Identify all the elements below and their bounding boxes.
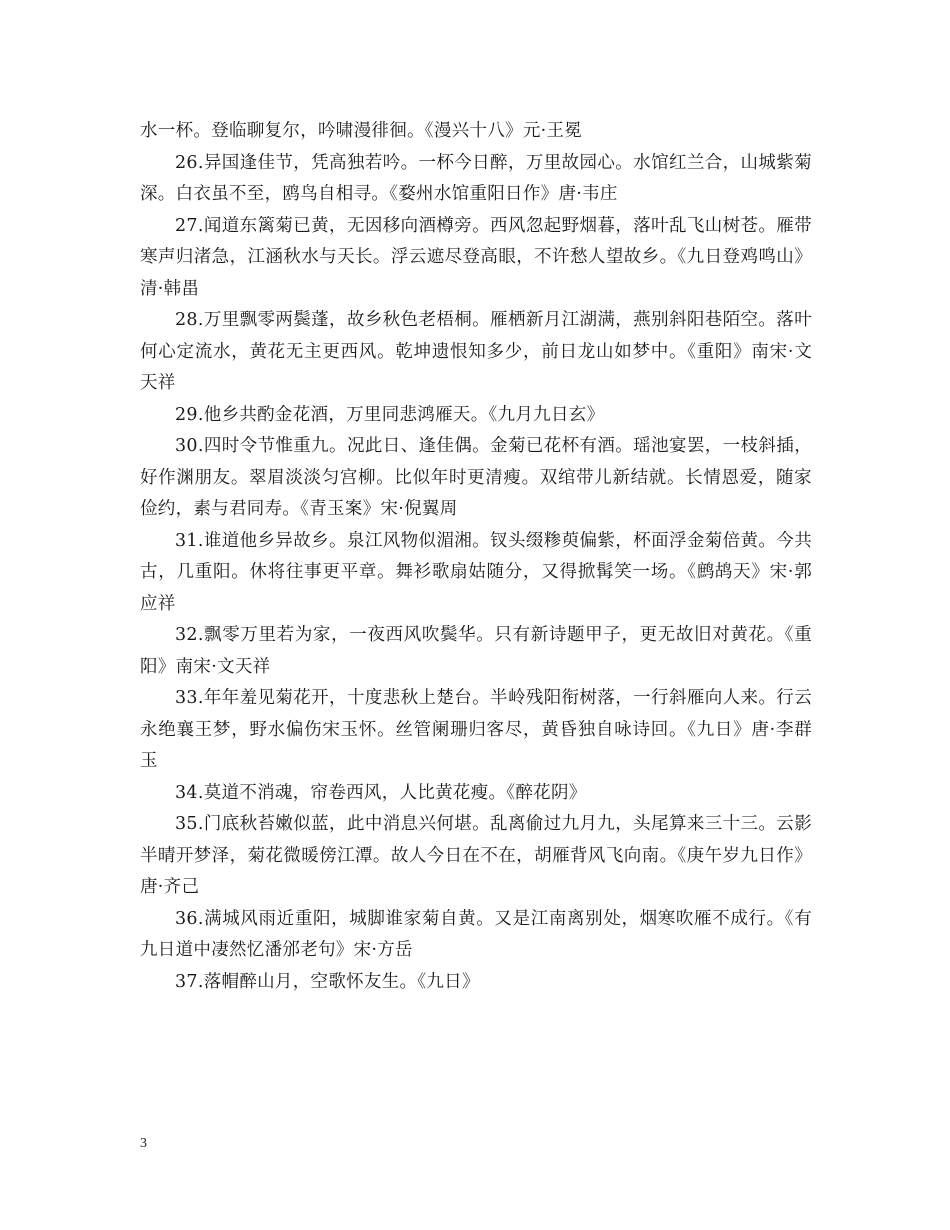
document-body: [140, 116, 812, 998]
poem-paragraph-30: 30.四时令节惟重九。况此日、逢佳偶。金菊已花杯有酒。瑶池宴罢，一枝斜插，好作渊朋友。翠眉淡淡匀宫柳。比似年时更清瘦。双绾带儿新结就。长情恩爱，随家俭约，素与君同寿。《青玉案》宋·倪翼周: [140, 436, 812, 519]
poem-paragraph-35: 35.门底秋苔嫩似蓝，此中消息兴何堪。乱离偷过九月九，头尾算来三十三。云影半晴开梦泽，菊花微暖傍江潭。故人今日在不在，胡雁背风飞向南。《庚午岁九日作》唐·齐己: [140, 814, 812, 897]
poem-paragraph-32: 32.飘零万里若为家，一夜西风吹鬓华。只有新诗题甲子，更无故旧对黄花。《重阳》南宋·文天祥: [140, 625, 812, 677]
page-number: 3: [140, 1136, 147, 1151]
poem-paragraph-27: 27.闻道东篱菊已黄，无因移向酒樽旁。西风忽起野烟暮，落叶乱飞山树苍。雁带寒声归渚急，江涵秋水与天长。浮云遮尽登高眼，不许愁人望故乡。《九日登鸡鸣山》清·韩畕: [140, 215, 812, 299]
poem-paragraph-29: 29.他乡共酌金花酒，万里同悲鸿雁天。《九月九日玄》: [175, 404, 605, 425]
poem-paragraph-31: 31.谁道他乡异故乡。泉江风物似湄湘。钗头缀糁萸偏紫，杯面浮金菊倍黄。今共古，几重阳。休将往事更平章。舞衫歌扇姑随分，又得掀髯笑一场。《鹧鸪天》宋·郭应祥: [140, 530, 812, 614]
poem-paragraph-28: 28.万里飘零两鬓蓬，故乡秋色老梧桐。雁栖新月江湖满，燕别斜阳巷陌空。落叶何心定流水，黄花无主更西风。乾坤遗恨知多少，前日龙山如梦中。《重阳》南宋·文天祥: [140, 310, 812, 393]
poem-paragraph-26: 26.异国逢佳节，凭高独若吟。一杯今日醉，万里故园心。水馆红兰合，山城紫菊深。白衣虽不至，鸥鸟自相寻。《婺州水馆重阳日作》唐·韦庄: [140, 152, 812, 204]
poem-paragraph-34: 34.莫道不消魂，帘卷西风，人比黄花瘦。《醉花阴》: [175, 782, 587, 803]
poem-paragraph-33: 33.年年羞见菊花开，十度悲秋上楚台。半岭残阳衔树落，一行斜雁向人来。行云永绝襄王梦，野水偏伤宋玉怀。丝管阑珊归客尽，黄昏独自咏诗回。《九日》唐·李群玉: [140, 688, 812, 771]
poem-paragraph-36: 36.满城风雨近重阳，城脚谁家菊自黄。又是江南离别处，烟寒吹雁不成行。《有九日道中凄然忆潘邠老句》宋·方岳: [140, 908, 812, 960]
poem-paragraph-37: 37.落帽醉山月，空歌怀友生。《九日》: [175, 971, 480, 992]
poem-paragraph-continued: 水一杯。登临聊复尔，吟啸漫徘徊。《漫兴十八》元·王冕: [140, 121, 583, 141]
